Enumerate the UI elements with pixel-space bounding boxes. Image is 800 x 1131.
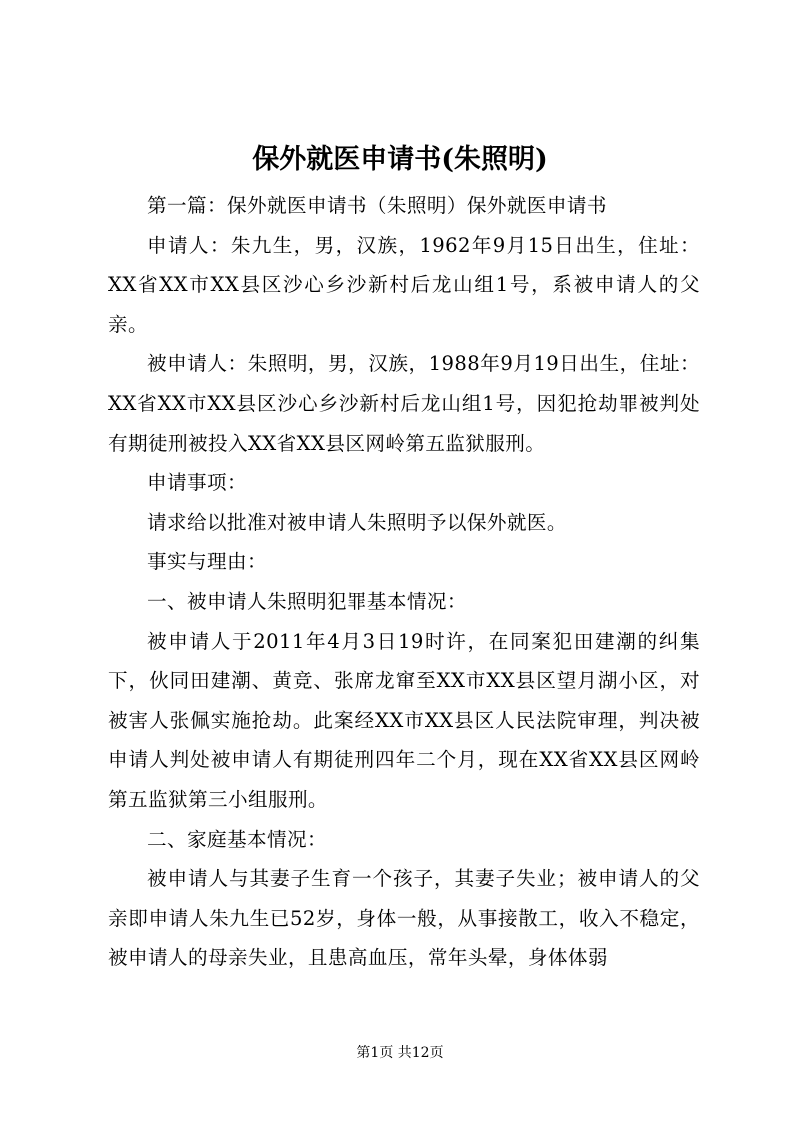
- paragraph-facts-heading: 事实与理由：: [147, 550, 267, 574]
- document-title: 保外就医申请书(朱照明): [252, 144, 548, 175]
- paragraph-crime-details: 被申请人于2011年4月3日19时许，在同案犯田建潮的纠集下，伙同田建潮、黄竞、张席龙窜至XX市XX县区望月湖小区，对被害人张佩实施抢劫。此案经XX市XX县区人民法院审理，判决被申请人判处被申请人有期徒刑四年二个月，现在XX省XX县区网岭第五监狱第三小组服刑。: [108, 629, 700, 811]
- paragraph-respondent: 被申请人：朱照明，男，汉族，1988年9月19日出生，住址：XX省XX市XX县区沙心乡沙新村后龙山组1号，因犯抢劫罪被判处有期徒刑被投入XX省XX县区网岭第五监狱服刑。: [108, 352, 700, 455]
- paragraph-section-two-heading: 二、家庭基本情况：: [147, 827, 327, 851]
- page-footer: 第1页 共12页: [356, 1045, 444, 1061]
- paragraph-section-one-heading: 一、被申请人朱照明犯罪基本情况：: [147, 589, 467, 613]
- paragraph-family-details: 被申请人与其妻子生育一个孩子，其妻子失业；被申请人的父亲即申请人朱九生已52岁，身体一般，从事接散工，收入不稳定，被申请人的母亲失业，且患高血压，常年头晕，身体体弱: [108, 867, 700, 970]
- paragraph-applicant: 申请人：朱九生，男，汉族，1962年9月15日出生，住址：XX省XX市XX县区沙心乡沙新村后龙山组1号，系被申请人的父亲。: [108, 233, 700, 336]
- document-body: [108, 186, 700, 978]
- paragraph-heading-first-part: 第一篇：保外就医申请书（朱照明）保外就医申请书: [147, 194, 607, 217]
- paragraph-request-content: 请求给以批准对被申请人朱照明予以保外就医。: [147, 510, 567, 534]
- paragraph-request-heading: 申请事项：: [147, 471, 247, 495]
